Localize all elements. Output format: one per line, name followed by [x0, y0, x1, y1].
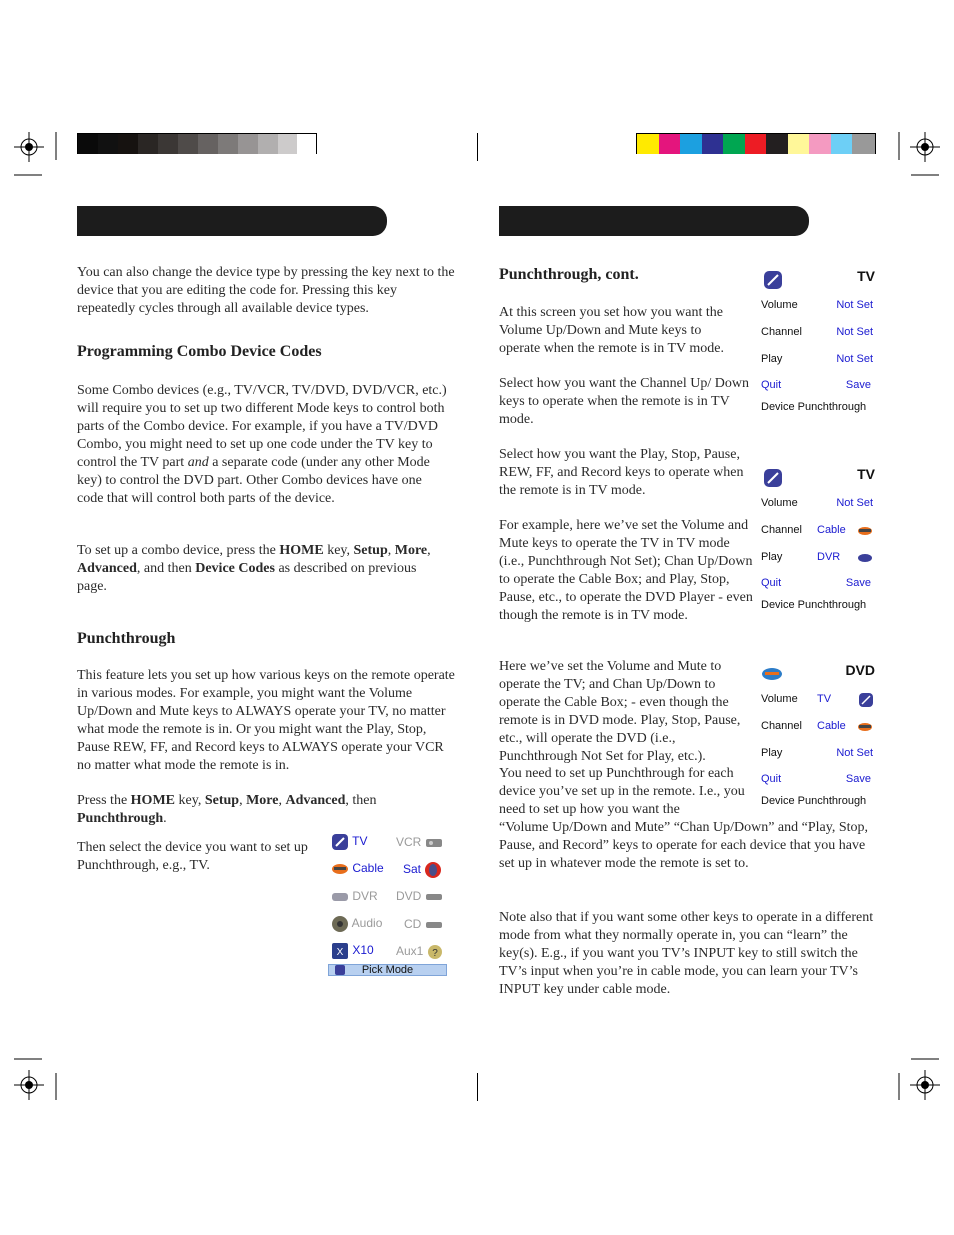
mode-x10[interactable]: X X10 — [331, 942, 374, 960]
quit-button[interactable]: Quit — [761, 577, 782, 589]
mode-audio[interactable]: Audio — [331, 915, 382, 933]
volume-row[interactable]: Volume Not Set — [761, 497, 873, 509]
pick-mode-footer: Pick Mode — [328, 964, 447, 976]
mode-dvr[interactable]: DVR — [331, 889, 378, 904]
dvr-icon — [857, 552, 873, 564]
gray-swatch — [218, 134, 238, 154]
mode-dvd[interactable]: DVD — [396, 889, 443, 904]
registration-mark-bottom-left — [14, 1055, 64, 1105]
svg-text:?: ? — [431, 948, 438, 959]
color-swatch — [702, 134, 723, 154]
gray-swatch — [78, 134, 98, 154]
satellite-dish-icon — [424, 861, 442, 879]
screen-footer: Device Punchthrough — [761, 599, 867, 611]
screen-footer: Device Punchthrough — [761, 401, 867, 413]
gray-swatch — [238, 134, 258, 154]
svg-text:X: X — [336, 947, 344, 958]
screen-title: DVD — [845, 662, 875, 678]
right-paragraph-6b: “Volume Up/Down and Mute” “Chan Up/Down” and “Play, Stop, Pause, and Record” keys to operate for each device that you have set up in whatever mode the remote is set to. — [499, 820, 868, 871]
mode-cd[interactable]: CD — [404, 917, 443, 932]
device-punchthrough-screen-3 — [757, 658, 877, 814]
tv-icon — [335, 965, 345, 975]
mode-sat[interactable]: Sat — [403, 861, 442, 879]
save-button[interactable]: Save — [845, 379, 871, 391]
mode-tv[interactable]: TV — [331, 833, 367, 851]
color-swatch — [637, 134, 659, 154]
punchthrough-paragraph-3: Then select the device you want to set up Punchthrough, e.g., TV. — [77, 840, 308, 873]
volume-row[interactable]: Volume Not Set — [761, 299, 873, 311]
cable-box-icon — [857, 721, 873, 733]
play-row[interactable]: Play Not Set — [761, 353, 873, 365]
grayscale-bar — [77, 133, 317, 154]
dvd-player-icon — [425, 890, 443, 904]
cd-player-icon — [425, 918, 443, 932]
mode-vcr[interactable]: VCR — [396, 835, 443, 850]
right-paragraph-6a: You need to set up Punchthrough for each device you’ve set up in the remote. I.e., you need to set up how you want the — [499, 766, 745, 817]
quit-button[interactable]: Quit — [761, 773, 782, 785]
screen-footer: Device Punchthrough — [761, 795, 867, 807]
punchthrough-paragraph-2: Press the HOME key, Setup, More, Advanced, then Punchthrough. — [77, 793, 377, 826]
vcr-icon — [425, 836, 443, 850]
registration-mark-top-left — [14, 130, 64, 180]
gray-swatch — [178, 134, 198, 154]
x10-icon — [331, 942, 349, 960]
color-swatch — [723, 134, 745, 154]
device-punchthrough-screen-1 — [757, 264, 877, 420]
screen-title: TV — [857, 268, 875, 284]
color-bar — [636, 133, 876, 154]
right-paragraph-4: For example, here we’ve set the Volume and Mute keys to operate the TV in TV mode (i.e., Punchthrough Not Set); Chan Up/Down to operate the Cable Box; and Play, Stop, Pause, etc., to operate the DVD Player - even though the remote is in TV mode. — [499, 518, 753, 623]
combo-heading: Programming Combo Device Codes — [77, 343, 322, 360]
combo-paragraph-2: To set up a combo device, press the HOME key, Setup, More, Advanced, and then Device Codes as described on previous page. — [77, 543, 431, 594]
color-swatch — [831, 134, 852, 154]
tv-icon — [331, 833, 349, 851]
color-swatch — [659, 134, 680, 154]
question-mark-icon — [427, 944, 443, 960]
combo-paragraph-1: Some Combo devices (e.g., TV/VCR, TV/DVD, DVD/VCR, etc.) will require you to set up two different Mode keys to control both parts of the Combo device. For example, if you have a TV/DVD Combo, you might need to set up one code under the TV key to control the TV part and a separate code (under any other Mode key) to control the DVD part. Other Combo devices have one code that will control both parts of the device. — [77, 383, 447, 506]
color-swatch — [788, 134, 809, 154]
channel-row[interactable]: Channel Cable — [759, 720, 875, 736]
right-paragraph-3: Select how you want the Play, Stop, Pause, REW, FF, and Record keys to operate when the remote is in TV mode. — [499, 447, 744, 498]
right-paragraph-2: Select how you want the Channel Up/ Down keys to operate when the remote is in TV mode. — [499, 376, 750, 427]
play-row[interactable]: Play DVR — [759, 551, 875, 567]
right-paragraph-1: At this screen you set how you want the Volume Up/Down and Mute keys to operate when the remote is in TV mode. — [499, 305, 724, 356]
gray-swatch — [258, 134, 278, 154]
play-row[interactable]: Play Not Set — [761, 747, 873, 759]
cable-box-icon — [857, 525, 873, 537]
screen-title: TV — [857, 466, 875, 482]
color-swatch — [766, 134, 788, 154]
cable-box-icon — [331, 862, 349, 876]
speaker-icon — [331, 915, 349, 933]
save-button[interactable]: Save — [845, 577, 871, 589]
dvr-icon — [331, 890, 349, 904]
right-paragraph-5: Here we’ve set the Volume and Mute to operate the TV; and Chan Up/Down to operate the Cable Box; - even though the remote is in DVD mode. Play, Stop, Pause, etc., will operate the DVD (i.e., Punchthrough Not Set for Play, etc.). — [499, 659, 741, 764]
quit-button[interactable]: Quit — [761, 379, 782, 391]
crop-mark-bottom-center — [477, 1073, 478, 1101]
device-punchthrough-screen-2 — [757, 462, 877, 618]
crop-mark-top-center — [477, 133, 478, 161]
color-swatch — [745, 134, 766, 154]
channel-row[interactable]: Channel Cable — [759, 524, 875, 540]
gray-swatch — [198, 134, 218, 154]
registration-mark-bottom-right — [895, 1055, 945, 1105]
right-heading: Punchthrough, cont. — [499, 266, 639, 283]
gray-swatch — [278, 134, 297, 154]
volume-row[interactable]: Volume TV — [759, 693, 875, 709]
right-paragraph-7: Note also that if you want some other keys to operate in a different mode from what they normally operate in, you can “learn” the key(s). E.g., if you want you TV’s INPUT key to still switch the TV’s input when you’re in cable mode, you can learn your TV’s INPUT key under cable mode. — [499, 910, 874, 997]
punchthrough-heading: Punchthrough — [77, 630, 176, 647]
gray-swatch — [297, 134, 316, 154]
dvd-player-icon — [761, 666, 783, 682]
pick-mode-screen — [327, 827, 448, 977]
color-swatch — [809, 134, 831, 154]
color-swatch — [680, 134, 702, 154]
tv-icon — [763, 270, 783, 290]
save-button[interactable]: Save — [845, 773, 871, 785]
tv-icon — [859, 693, 873, 707]
color-swatch — [852, 134, 875, 154]
mode-aux1[interactable]: Aux1 ? — [396, 944, 443, 960]
channel-row[interactable]: Channel Not Set — [761, 326, 873, 338]
punchthrough-paragraph-1: This feature lets you set up how various keys on the remote operate in various modes. For example, you might want the Volume Up/Down and Mute keys to ALWAYS operate your TV, no matter what mode the remote is in. Or you might want the Play, Stop, Pause REW, FF, and Record keys to ALWAYS operate your VCR no matter what mode the remote is in. — [77, 668, 455, 773]
gray-swatch — [118, 134, 138, 154]
left-section-tab — [77, 206, 387, 236]
mode-cable[interactable]: Cable — [331, 861, 384, 876]
intro-paragraph: You can also change the device type by pressing the key next to the device that you are editing the code for. Pressing this key repeatedly cycles through all available device types. — [77, 265, 455, 316]
gray-swatch — [158, 134, 178, 154]
right-section-tab — [499, 206, 809, 236]
gray-swatch — [138, 134, 158, 154]
registration-mark-top-right — [895, 130, 945, 180]
gray-swatch — [98, 134, 118, 154]
tv-icon — [763, 468, 783, 488]
